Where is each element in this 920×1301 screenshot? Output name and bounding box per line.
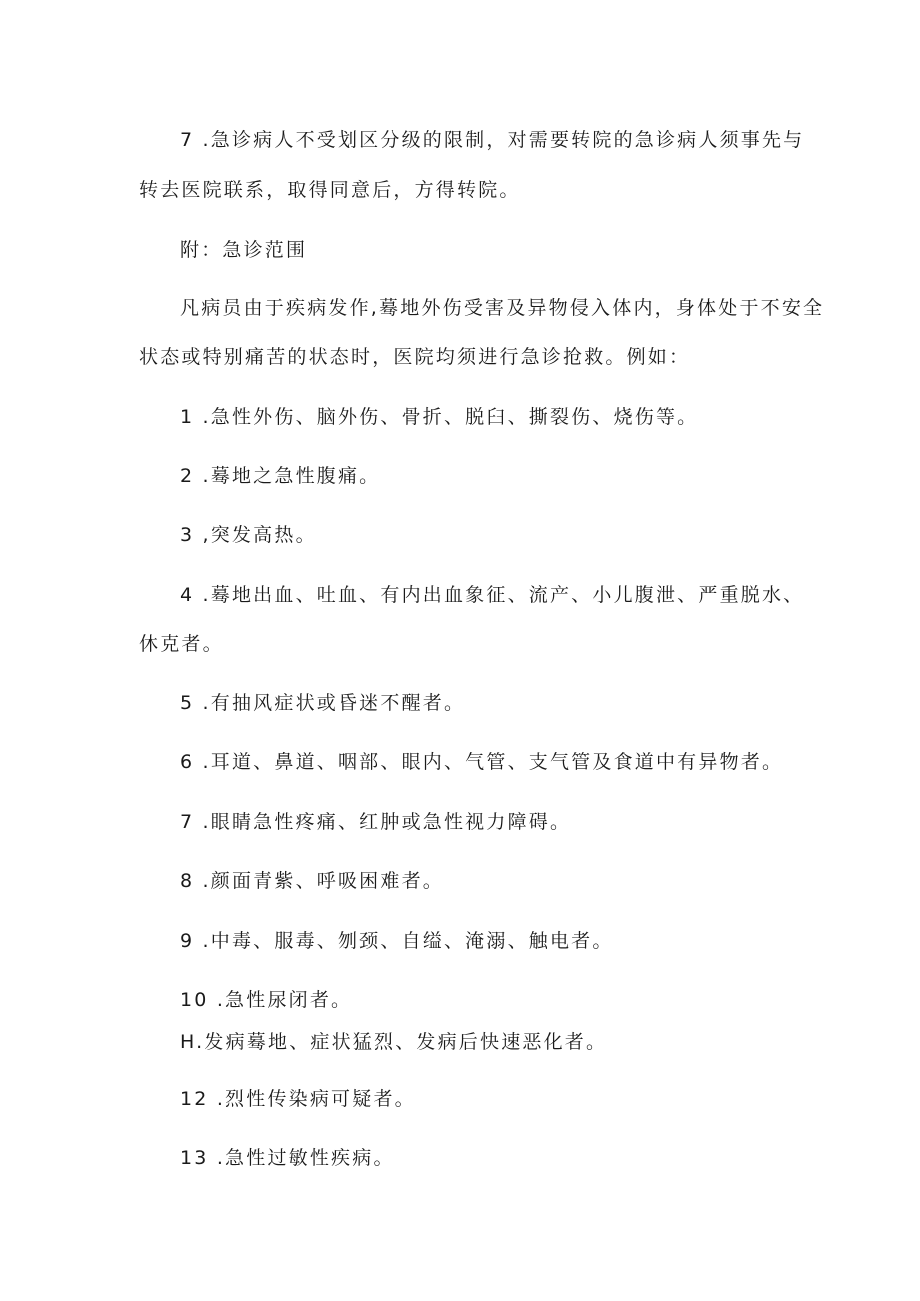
list-item: 7 .眼睛急性疼痛、红肿或急性视力障碍。: [180, 811, 572, 833]
intro-line-2: 状态或特别痛苦的状态时，医院均须进行急诊抢救。例如：: [139, 346, 691, 368]
list-item: 2 .蓦地之急性腹痛。: [180, 465, 381, 487]
list-item: 6 .耳道、鼻道、咽部、眼内、气管、支气管及食道中有异物者。: [180, 751, 784, 773]
rule-7-line-1: 7 .急诊病人不受划区分级的限制，对需要转院的急诊病人须事先与: [180, 129, 805, 151]
list-item: H.发病蓦地、症状猛烈、发病后快速恶化者。: [180, 1031, 608, 1053]
list-item: 12 .烈性传染病可疑者。: [180, 1088, 416, 1110]
list-item: 4 .蓦地出血、吐血、有内出血象征、流产、小儿腹泄、严重脱水、: [180, 584, 805, 606]
list-item: 10 .急性尿闭者。: [180, 989, 353, 1011]
rule-7-line-2: 转去医院联系，取得同意后，方得转院。: [139, 179, 521, 201]
list-item: 5 .有抽风症状或昏迷不醒者。: [180, 692, 466, 714]
list-item-continuation: 休克者。: [139, 633, 224, 655]
list-item: 13 .急性过敏性疾病。: [180, 1147, 395, 1169]
appendix-title: 附：急诊范围: [180, 239, 308, 261]
intro-line-1: 凡病员由于疾病发作,蓦地外伤受害及异物侵入体内，身体处于不安全: [180, 297, 825, 319]
list-item: 9 .中毒、服毒、刎颈、自缢、淹溺、触电者。: [180, 930, 614, 952]
list-item: 3 ,突发高热。: [180, 524, 317, 546]
list-item: 1 .急性外伤、脑外伤、骨折、脱臼、撕裂伤、烧伤等。: [180, 406, 699, 428]
list-item: 8 .颜面青紫、呼吸困难者。: [180, 870, 444, 892]
